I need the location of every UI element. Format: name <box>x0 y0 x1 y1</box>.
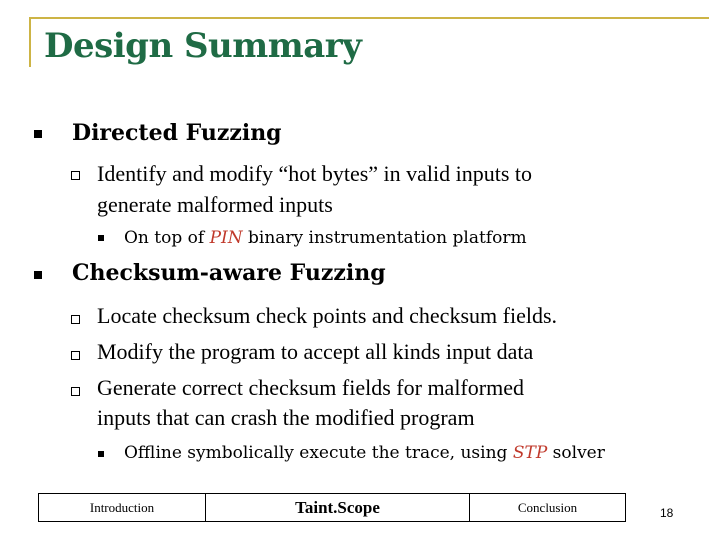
pin-text-pre: On top of <box>124 228 210 248</box>
footer-introduction[interactable]: Introduction <box>89 499 155 515</box>
bullet-square-icon <box>34 130 42 138</box>
pin-text-post: binary instrumentation platform <box>242 228 527 248</box>
bullet-small-square-icon <box>98 235 104 241</box>
title-horizontal-rule <box>29 17 709 19</box>
bullet-hot-bytes-line2: generate malformed inputs <box>97 192 333 217</box>
title-vertical-rule <box>29 17 31 67</box>
pin-highlight: PIN <box>209 228 243 248</box>
stp-text-pre: Offline symbolically execute the trace, using <box>124 443 513 463</box>
stp-text-post: solver <box>547 443 605 463</box>
bullet-hollow-square-icon <box>71 387 80 396</box>
bullet-locate-checksum: Locate checksum check points and checksum fields. <box>97 303 558 328</box>
page-number: 18 <box>660 506 674 520</box>
bullet-pin-platform <box>124 228 527 248</box>
stp-highlight: STP <box>512 443 548 463</box>
bullet-hollow-square-icon <box>71 351 80 360</box>
bullet-stp-solver <box>124 443 605 463</box>
slide-title: Design Summary <box>44 26 362 66</box>
bullet-hot-bytes-line1: Identify and modify “hot bytes” in valid inputs to <box>97 161 533 186</box>
bullet-hollow-square-icon <box>71 315 80 324</box>
footer-conclusion[interactable]: Conclusion <box>469 494 625 521</box>
bullet-generate-checksum-line2: inputs that can crash the modified program <box>97 405 475 430</box>
footer-taintscope[interactable]: Taint.Scope <box>205 494 469 521</box>
bullet-directed-fuzzing: Directed Fuzzing <box>72 120 282 146</box>
bullet-generate-checksum-line1: Generate correct checksum fields for malformed <box>97 375 524 400</box>
bullet-checksum-aware-fuzzing: Checksum-aware Fuzzing <box>72 260 386 286</box>
bullet-hollow-square-icon <box>71 171 80 180</box>
bullet-small-square-icon <box>98 451 104 457</box>
bullet-modify-program: Modify the program to accept all kinds input data <box>97 339 534 364</box>
bullet-square-icon <box>34 271 42 279</box>
footer-nav <box>38 493 626 522</box>
